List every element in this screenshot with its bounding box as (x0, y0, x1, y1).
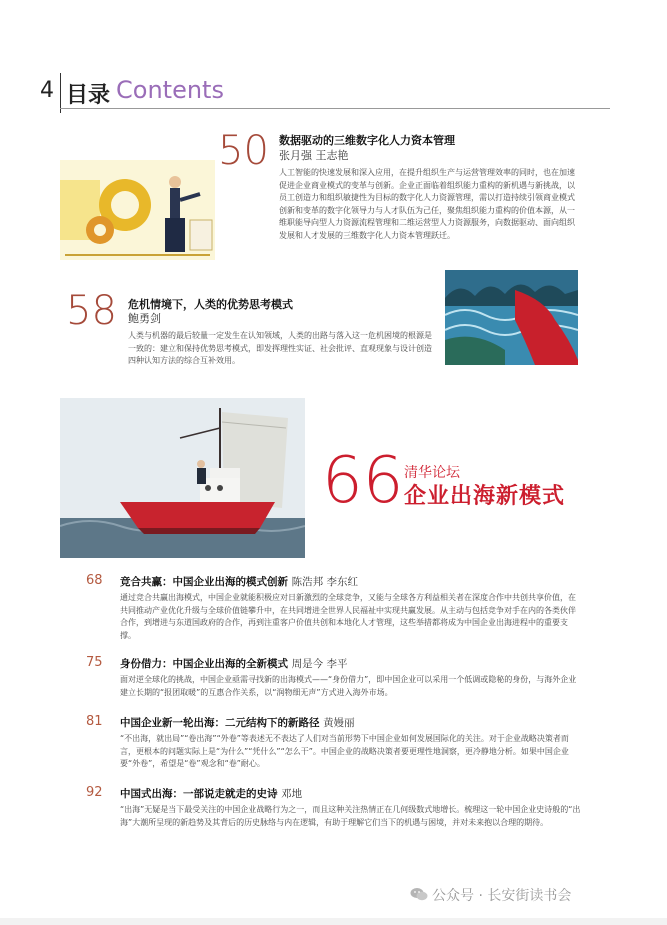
contents-title-en: Contents (116, 76, 224, 104)
article1-number: 50 (218, 128, 269, 174)
article2-abstract: 人类与机器的最后较量一定发生在认知领域，人类的出路与落入这一危机困境的根源是一致的：建立和保持优势思考模式，即发挥理性实证、社会批评、直观现象与设计创造四种认知方法的综合互补效用。 (128, 331, 432, 365)
feature-label: 清华论坛 (404, 465, 460, 481)
article2-illustration (445, 270, 578, 365)
entry-authors: 陈浩邦 李东红 (291, 576, 358, 588)
article2-title: 危机情境下，人类的优势思考模式 (128, 298, 293, 311)
article2-authors: 鲍勇剑 (128, 312, 161, 325)
entry-number: 68 (86, 573, 103, 588)
contents-title-cn: 目录 (66, 83, 111, 108)
bottom-bar (0, 918, 667, 925)
article1-title: 数据驱动的三维数字化人力资本管理 (279, 134, 455, 147)
feature-number: 66 (322, 444, 404, 518)
entry-title-text: 中国式出海：一部说走就走的史诗 (120, 788, 278, 800)
entry-title-text: 竞合共赢：中国企业出海的模式创新 (120, 576, 288, 588)
entry-authors: 黄嫚丽 (323, 717, 355, 729)
article1-authors: 张月强 王志艳 (279, 149, 349, 162)
entry-text: 面对逆全球化的挑战，中国企业亟需寻找新的出海模式——“身份借力”，即中国企业可以采用一个低调或隐秘的身份，与海外企业建立长期的“报团取暖”的互惠合作关系，以“润物细无声”方式进入海外市场。 (120, 675, 577, 697)
entry-title-text: 中国企业新一轮出海：二元结构下的新路径 (120, 717, 320, 729)
feature-title: 企业出海新模式 (404, 484, 566, 509)
article2-number: 58 (66, 288, 117, 334)
entry-text: “出海”无疑是当下最受关注的中国企业战略行为之一，而且这种关注热情正在几何级数式地增长。梳理这一轮中国企业史诗般的“出海”大潮所呈现的新趋势及其背后的历史脉络与内在逻辑，有助于理解它们当下的机遇与困境，并对未来抱以合理的期待。 (120, 805, 581, 827)
article1-illustration (60, 160, 215, 260)
entry-text: “不出海，就出局”“卷出海”“外卷”等表述无不表达了人们对当前形势下中国企业如何发展国际化的关注。对于企业战略决策者而言，更根本的问题实际上是“为什么”“凭什么”“怎么干”。中国企业的战略决策者要更理性地洞察，更冷静地分析。如果中国企业要“外卷”，希望是“卷”观念和“卷”耐心。 (120, 734, 569, 768)
entry-number: 81 (86, 714, 103, 729)
feature-illustration (60, 398, 305, 558)
entry-title-text: 身份借力：中国企业出海的全新模式 (120, 658, 288, 670)
header-rule (60, 108, 610, 109)
entry-number: 75 (86, 655, 103, 670)
entry-title (120, 574, 358, 589)
entry-title (120, 715, 355, 730)
entry-number: 92 (86, 785, 103, 800)
entry-text: 通过竞合共赢出海模式，中国企业就能积极应对日新激烈的全球竞争，又能与全球各方利益相关者在深度合作中共创共享价值，在共同推动产业优化升级与全球价值链攀升中，在共同增进全世界人民福祉中实现共赢发展。从主动与包括竞争对手在内的各类伙伴合作，到增进与东道国政府的合作，再到注重客户价值共创和本地化人才管理，这些举措都将成为中国企业出海进程中的重要支撑。 (120, 593, 576, 640)
entry-authors: 周是今 李平 (291, 658, 348, 670)
entry-title (120, 656, 348, 671)
watermark-text: 公众号 · 长安街读书会 (432, 888, 572, 904)
article1-abstract: 人工智能的快速发展和深入应用，在提升组织生产与运营管理效率的同时，也在加速促进企业商业模式的变革与创新。企业正面临着组织能力重构的新机遇与新挑战，以员工创造力和组织敏捷性为目标的数字化人力资源管理，需以打造持续引领商业模式创新和变革的数字化领导力与人才队伍为己任，聚焦组织能力重构的价值本源，从一维职能导向型人力资源流程管理和二维运营型人力资源服务，向数据驱动、面向组织发展和人才发展的三维数字化人力资本管理跃迁。 (279, 168, 575, 240)
wechat-icon (410, 887, 428, 901)
entry-title (120, 786, 302, 801)
header-divider (60, 73, 61, 113)
entry-authors: 邓地 (281, 788, 303, 800)
page-number: 4 (40, 78, 54, 103)
